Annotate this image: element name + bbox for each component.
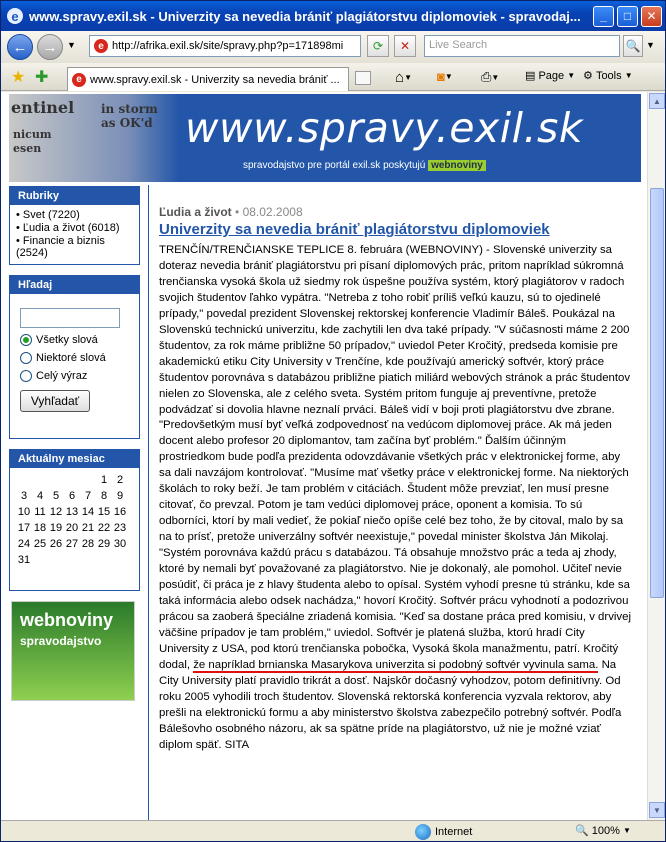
close-button[interactable]: ✕ (641, 6, 662, 27)
search-button[interactable] (623, 35, 643, 57)
calendar-day (32, 552, 48, 568)
navigation-bar (1, 31, 665, 63)
calendar-day[interactable]: 20 (65, 522, 79, 534)
article-highlighted-text: že napríklad brnianska Masarykova univerzita si podobný softvér vyvinula sama. (193, 658, 599, 671)
radio-whole-phrase[interactable] (20, 370, 133, 382)
tab-current[interactable] (67, 67, 349, 91)
zoom-control[interactable] (575, 824, 631, 837)
search-box-title: Hľadaj (10, 276, 139, 294)
page-menu-label: Page (538, 69, 565, 82)
calendar-day[interactable]: 30 (113, 538, 127, 550)
calendar-day[interactable]: 1 (100, 474, 108, 486)
collage-word: esen (13, 142, 42, 155)
calendar-day (80, 552, 96, 568)
window-title: www.spravy.exil.sk - Univerzity sa nevedia brániť plagiátorstvu diplomoviek - spravodaj... (29, 8, 581, 24)
newspaper-collage (9, 94, 179, 182)
calendar-day (16, 472, 32, 488)
zone-label: Internet (435, 826, 473, 838)
article-text: Na City University platí pravidlo trikrát a dosť. Najskôr dočasný vyhodzov, potom definitívny. Od roku 2005 vyhodili troch študentov. Slovenská rektorská konferencia vyzvala rektorov, aby prešli na elektronickú formu a aby ministerstvo školstva zabezpečilo potrebný softvér. Podľa Bálešovho osobného názoru, ak sa spätne príde na plagiátorstvo, už nie je možné vziať diplom späť. SITA (159, 658, 622, 751)
calendar-day[interactable]: 11 (34, 506, 46, 518)
calendar-day[interactable]: 26 (49, 538, 63, 550)
article-date: • 08.02.2008 (235, 205, 303, 219)
forward-button[interactable] (37, 34, 63, 60)
calendar-title: Aktuálny mesiac (10, 450, 139, 468)
calendar-day[interactable]: 22 (97, 522, 111, 534)
calendar-day (64, 472, 80, 488)
calendar-day[interactable]: 7 (84, 490, 92, 502)
calendar-day[interactable]: 15 (97, 506, 111, 518)
radio-empty-icon (20, 352, 32, 364)
collage-word: in storm (101, 102, 158, 116)
stop-icon: ✕ (399, 39, 411, 53)
article-meta (159, 205, 303, 219)
scroll-thumb[interactable] (650, 188, 664, 598)
page-icon: ▤ (525, 70, 536, 82)
article-category[interactable]: Ľudia a život (159, 205, 232, 219)
calendar-day (112, 552, 128, 568)
calendar-day[interactable]: 6 (68, 490, 76, 502)
collage-word: entinel (11, 98, 75, 117)
calendar-day[interactable]: 17 (17, 522, 31, 534)
calendar-day[interactable]: 31 (17, 554, 31, 566)
rubrika-link[interactable]: • Svet (7220) (16, 209, 133, 221)
calendar-day[interactable]: 24 (17, 538, 31, 550)
sidebar (9, 186, 140, 701)
add-favorites-icon[interactable]: ✚ (35, 69, 49, 86)
rubriky-box (9, 186, 140, 265)
refresh-button[interactable] (367, 35, 389, 57)
search-dropdown-icon[interactable]: ▼ (646, 40, 655, 50)
radio-selected-icon (20, 334, 32, 346)
vertical-scrollbar[interactable] (647, 92, 665, 820)
site-banner (9, 94, 641, 182)
page-viewport (1, 92, 647, 820)
security-zone (415, 824, 472, 840)
calendar-day[interactable]: 8 (100, 490, 108, 502)
rubrika-link[interactable]: • Financie a biznis (2524) (16, 235, 133, 259)
gear-icon: ⚙ (583, 70, 593, 82)
rubriky-title: Rubriky (10, 187, 139, 205)
radio-label: Niektoré slová (36, 352, 106, 364)
print-icon: ⎙ (481, 69, 492, 84)
site-title: www.spravy.exil.sk (185, 104, 584, 152)
globe-icon (415, 824, 431, 840)
new-tab-button[interactable] (355, 71, 371, 85)
radio-all-words[interactable] (20, 334, 133, 346)
back-arrow-icon: ← (12, 38, 28, 56)
stop-button[interactable] (394, 35, 416, 57)
webnoviny-ad-banner[interactable] (11, 601, 135, 701)
refresh-icon: ⟳ (372, 39, 384, 53)
calendar-day (96, 552, 112, 568)
article-body (159, 243, 633, 754)
rss-icon: ◙ (437, 69, 445, 84)
rubrika-link[interactable]: • Ľudia a život (6018) (16, 222, 133, 234)
tab-favicon-icon: e (72, 73, 86, 87)
maximize-button[interactable]: □ (617, 6, 638, 27)
calendar-day[interactable]: 12 (49, 506, 63, 518)
tagline-brand[interactable]: webnoviny (428, 160, 486, 171)
search-submit-button[interactable]: Vyhľadať (20, 390, 90, 412)
calendar-day (32, 472, 48, 488)
calendar-day[interactable]: 27 (65, 538, 79, 550)
calendar-day[interactable]: 4 (36, 490, 44, 502)
calendar-day[interactable]: 16 (113, 506, 127, 518)
zoom-dropdown-icon[interactable]: ▼ (622, 826, 631, 835)
zoom-level: 100% (591, 824, 620, 837)
calendar-day[interactable]: 5 (52, 490, 60, 502)
calendar-day (48, 552, 64, 568)
scroll-up-icon[interactable]: ▲ (649, 93, 665, 109)
calendar-day[interactable]: 23 (113, 522, 127, 534)
calendar-day[interactable]: 3 (20, 490, 28, 502)
calendar-day[interactable]: 29 (97, 538, 111, 550)
calendar-day[interactable]: 21 (81, 522, 95, 534)
calendar-day[interactable]: 9 (116, 490, 124, 502)
history-dropdown-icon[interactable]: ▼ (67, 40, 76, 50)
radio-some-words[interactable] (20, 352, 133, 364)
search-box (9, 275, 140, 439)
calendar-day[interactable]: 10 (17, 506, 31, 518)
title-bar[interactable] (1, 1, 665, 31)
article-text: TRENČÍN/TRENČIANSKE TEPLICE 8. februára (WEBNOVINY) - Slovenské univerzity sa doteraz nevedia brániť plagiátorstvu pri písaní diplomových prác, pritom napríklad súkromná trenčianska vysoká škola už siedmy rok úspešne používa systém, ktorý plagiátorov v radoch svojich študentov ľahko vypátra. "Netreba z toho robiť príliš veľkú kauzu, sú to ojedinelé prípady," povedal prezident Slovenskej rektorskej konferencie Vladimír Báleš. Poukázal na Slovenskú technickú univerzitu, kde zachytili len dva také prípady. "V súčasnosti máme 2 200 študentov, za rok máme približne 50 prípadov," uviedol Peter Kročitý, predseda komisie pre akademickú etiku City University v Trenčíne, kde používajú americký softvér, ktorý práce študentov porovnáva s databázou približne piatich miliárd webových stránok a prác študentov nielen zo Slovenska, ale z celého sveta. Systém pritom funguje aj preventívne, pretože podvádzať si dovolia hlavne neznalí prváci. Báleš vidí v boji proti plagiátorstvu dve zbrane. "Predovšetkým musí byť veľká zodpovednosť na vedúcom diplomovej práce. Ak má jeden docent alebo profesor 20 diplomantov, tam začína byť problém." Ďalším účinným prostriedkom bude podľa prezidenta odovzdávanie všetkých prác v elektronickej forme, aby sa dali navzájom kontrolovať. "Musíme mať všetky práce v elektronickej forme. Na niektorých školách to roky beží. Je tam problém v citáciách. Študent môže prevziať, len musí presne citovať, čo prevzal. Potom je tam vedúci diplomovej práce, oponent a komisia. To sú odborníci, ktorí by mali vedieť, že pokiaľ niečo opíše celé bez toho, že by citoval, malo by sa na to prísť, pretože univerzálny softvér neexistuje," povedal minister školstva Ján Mikolaj. "Systém porovnáva každú prácu s databázou. Tá obsahuje množstvo prác a teda aj zhody, ktoré by nemali byť považované za plagiátorstvo. Nie je dokonalý, ale pomohol. Učiteľ nevie posúdiť, či práca je z hlavy študenta alebo to opísal. Systém vyhodí presne tú stránku, kde sa taká informácia alebo odsek nachádza," hovorí Kročitý. Softvér prácu vyhodnotí a podozrivou prácou sa zaoberá špeciálne zriadená komisia. "Keď sa dostane práca pred komisiu, v drvivej väčšine prípadov je tam problém," uviedol. Softvér je platená služba, ktorú hradí City University z USA, pod ktorú trenčianska pobočka, Vysoká škola manažmentu, patrí. Kročitý dodal, (159, 244, 631, 671)
home-icon: ⌂ (395, 69, 405, 86)
calendar-day[interactable]: 25 (33, 538, 47, 550)
tab-bar (1, 63, 665, 91)
calendar-day[interactable]: 28 (81, 538, 95, 550)
ie-logo-icon: e (7, 8, 23, 24)
scroll-down-icon[interactable]: ▼ (649, 802, 665, 818)
page-favicon-icon: e (94, 39, 108, 53)
favorites-star-icon[interactable]: ★ (11, 69, 26, 86)
tools-menu-button[interactable]: ⚙ Tools ▼ (583, 69, 633, 82)
article-area (148, 185, 637, 820)
radio-empty-icon (20, 370, 32, 382)
page-menu-button[interactable]: ▤ Page ▼ (525, 69, 576, 82)
tools-menu-label: Tools (595, 69, 622, 82)
calendar-day[interactable]: 14 (81, 506, 95, 518)
ad-brand: webnoviny (20, 610, 114, 630)
collage-word: nicum (13, 128, 52, 141)
home-button[interactable]: ⌂ ▼ (395, 69, 412, 86)
zoom-icon: 🔍 (575, 825, 589, 837)
search-icon: 🔍 (625, 39, 641, 53)
radio-label: Celý výraz (36, 370, 88, 382)
calendar-day[interactable]: 13 (65, 506, 79, 518)
collage-word: as OK'd (101, 116, 153, 130)
tagline-text: spravodajstvo pre portál exil.sk poskytujú (243, 160, 426, 171)
calendar-day[interactable]: 18 (33, 522, 47, 534)
article-headline[interactable]: Univerzity sa nevedia brániť plagiátorstvu diplomoviek (159, 221, 550, 238)
ad-sub: spravodajstvo (20, 634, 102, 648)
calendar-day (80, 472, 96, 488)
address-url[interactable]: http://afrika.exil.sk/site/spravy.php?p=171898mi (112, 40, 344, 52)
sidebar-search-input[interactable] (20, 308, 120, 328)
address-bar[interactable] (89, 35, 361, 57)
calendar-day[interactable]: 19 (49, 522, 63, 534)
calendar-day[interactable]: 2 (116, 474, 124, 486)
feeds-button[interactable]: ◙ ▼ (437, 69, 453, 84)
site-tagline (243, 160, 486, 171)
status-bar (1, 820, 665, 842)
forward-arrow-icon: → (42, 38, 58, 56)
rubriky-list (10, 205, 139, 264)
search-box-body (10, 294, 139, 416)
search-input[interactable]: Live Search (424, 35, 620, 57)
radio-label: Všetky slová (36, 334, 98, 346)
back-button[interactable] (7, 34, 33, 60)
tab-label: www.spravy.exil.sk - Univerzity sa nevedia brániť ... (90, 73, 340, 86)
calendar-box (9, 449, 140, 591)
calendar-grid (16, 472, 128, 568)
print-button[interactable]: ⎙ ▼ (481, 69, 500, 84)
calendar-day (48, 472, 64, 488)
calendar-day (64, 552, 80, 568)
minimize-button[interactable]: _ (593, 6, 614, 27)
